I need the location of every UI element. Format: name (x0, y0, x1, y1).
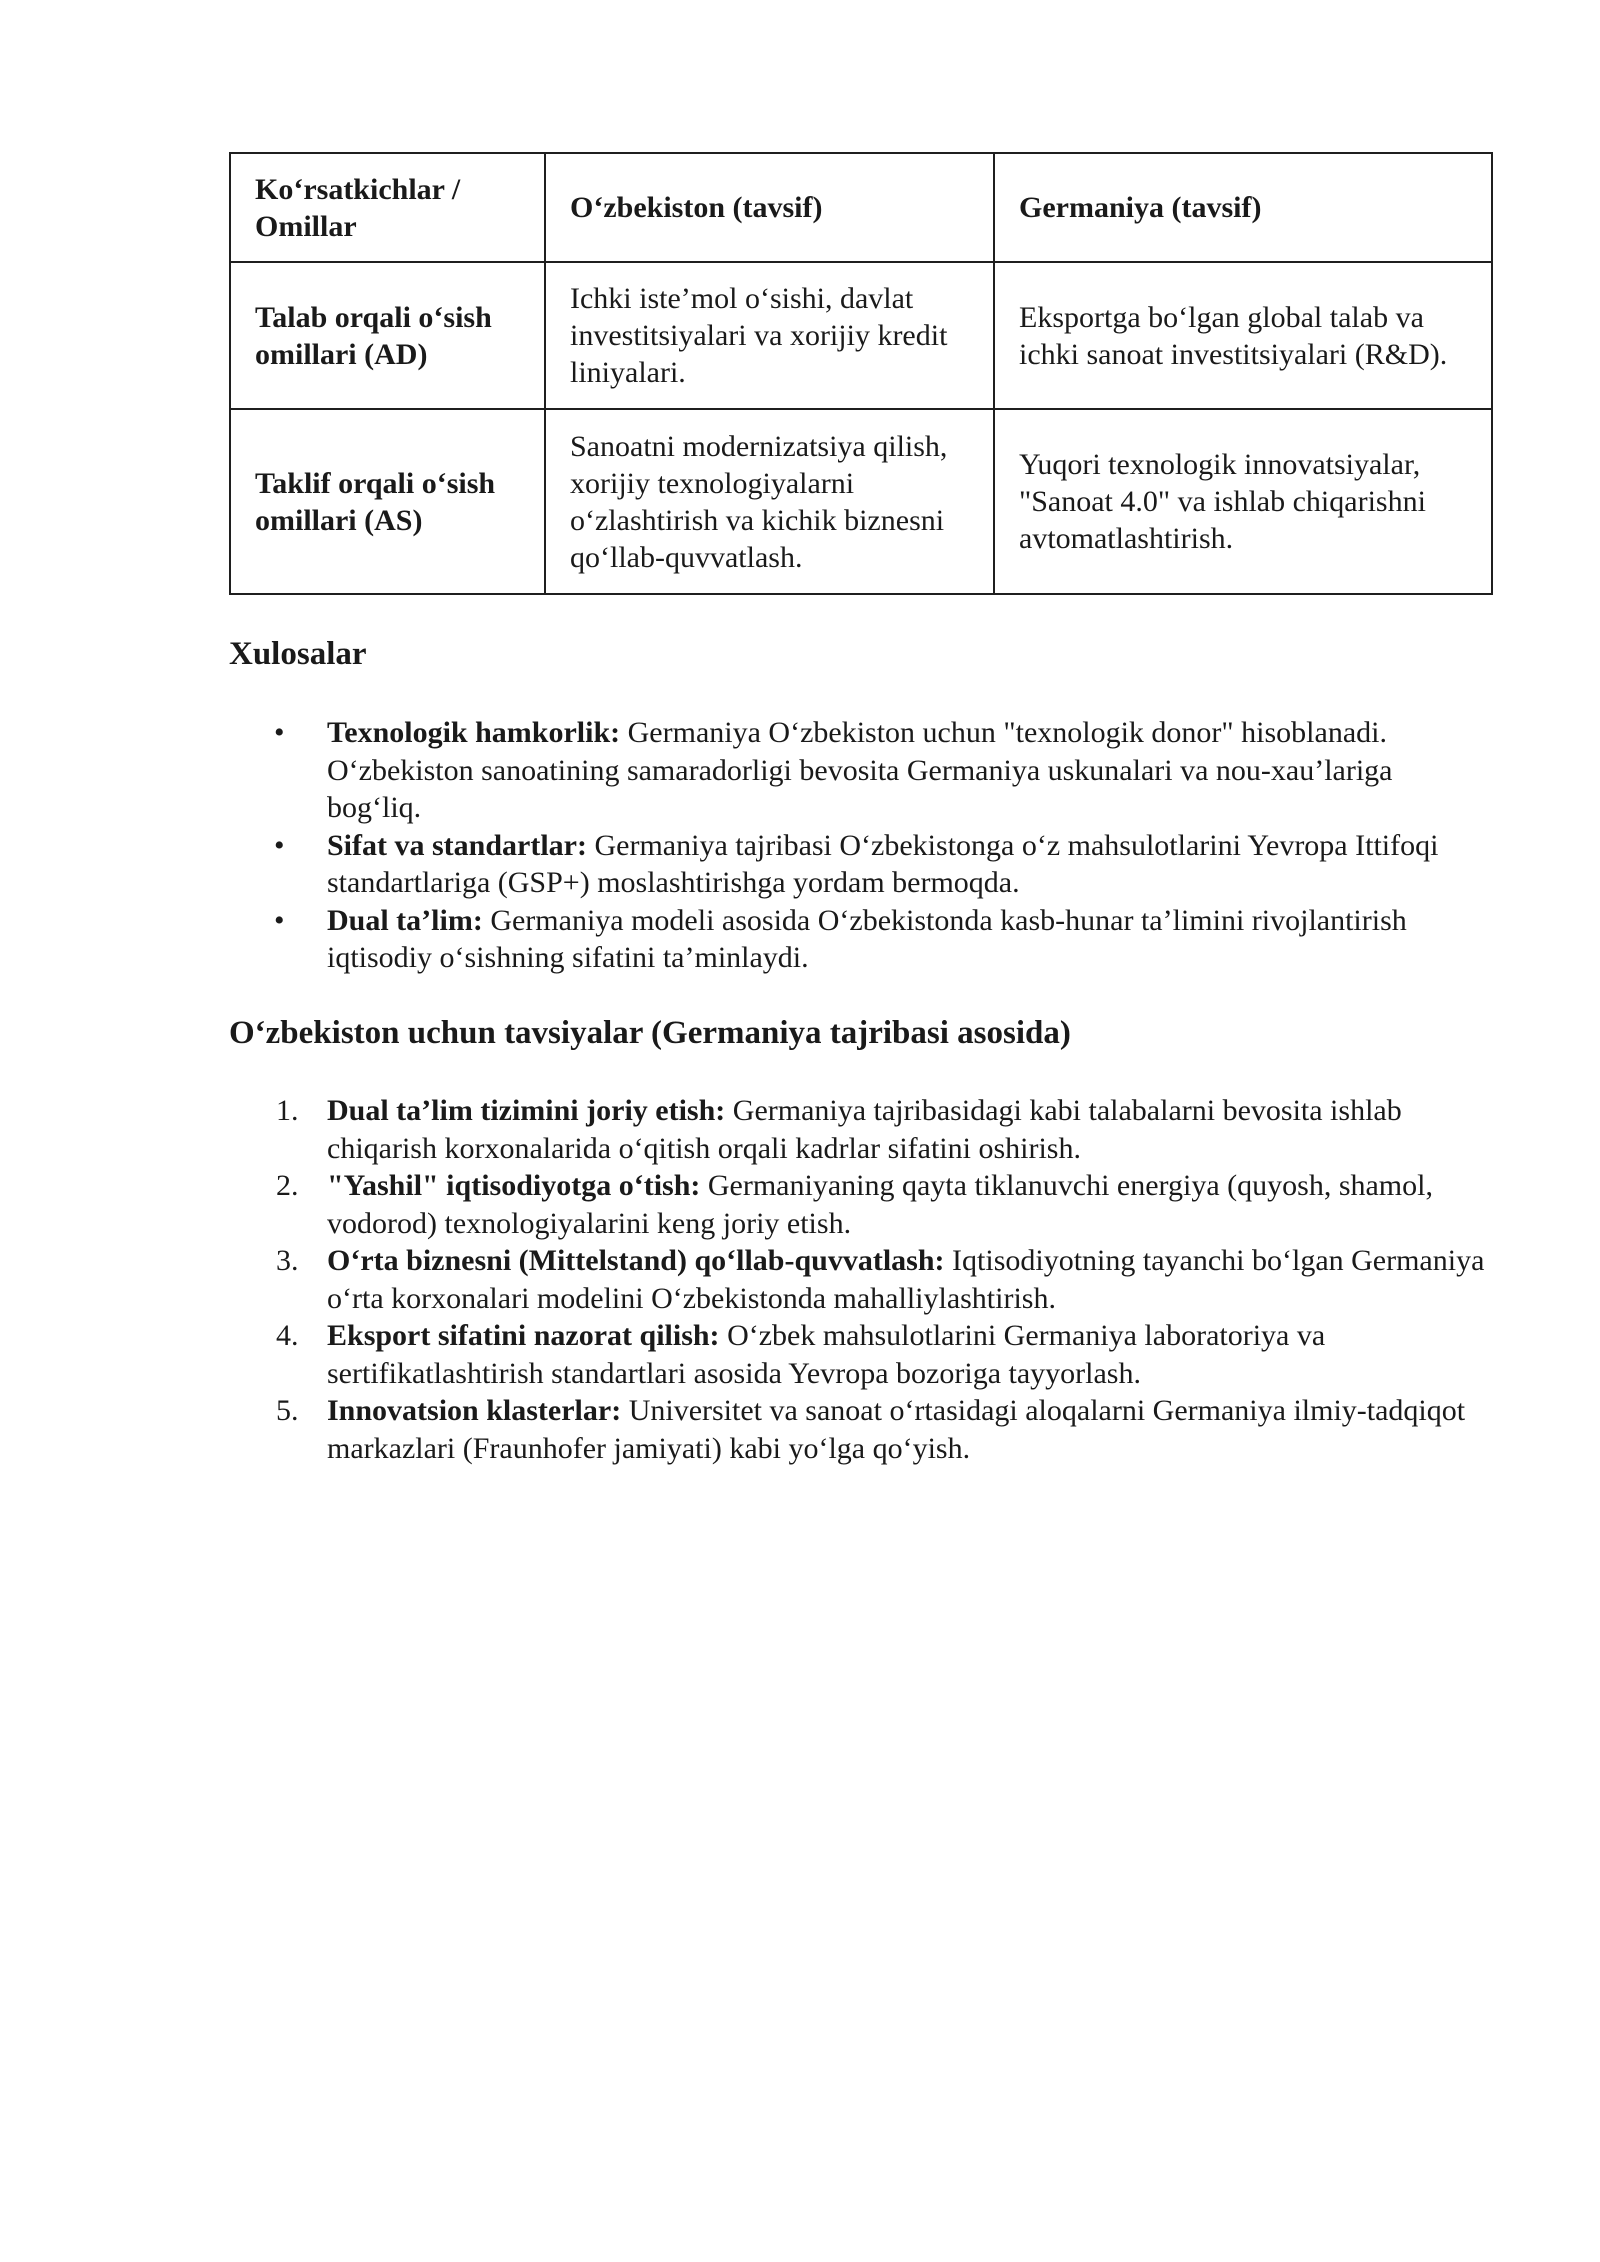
conclusions-heading: Xulosalar (229, 636, 367, 672)
item-lead: Innovatsion klasterlar: (327, 1394, 622, 1427)
item-text: Germaniyaning qayta tiklanuvchi energiya (quyosh, shamol, vodorod) texnologiyalarini keng joriy etish. (327, 1169, 1433, 1240)
item-text: Universitet va sanoat o‘rtasidagi aloqalarni Germaniya ilmiy-tadqiqot markazlari (Fraunhofer jamiyati) kabi yo‘lga qo‘yish. (327, 1394, 1466, 1465)
item-number: 5. (276, 1394, 299, 1427)
item-lead: "Yashil" iqtisodiyotga o‘tish: (327, 1169, 701, 1202)
table-header-row (230, 153, 1492, 262)
item-text: Iqtisodiyotning tayanchi bo‘lgan Germaniya o‘rta korxonalari modelini O‘zbekistonda mahalliylashtirish. (327, 1244, 1485, 1315)
table-row-label: Talab orqali o‘sish omillari (AD) (230, 262, 545, 409)
table-row (230, 409, 1492, 594)
bullet-marker: • (274, 828, 285, 862)
table-header-cell: Ko‘rsatkichlar / Omillar (230, 153, 545, 262)
item-lead: Texnologik hamkorlik: (327, 716, 621, 749)
list-item (229, 1242, 1491, 1317)
item-text: O‘zbek mahsulotlarini Germaniya laboratoriya va sertifikatlashtirish standartlari asosida Yevropa bozoriga tayyorlash. (327, 1319, 1326, 1390)
table-header-cell: Germaniya (tavsif) (994, 153, 1492, 262)
item-lead: Eksport sifatini nazorat qilish: (327, 1319, 720, 1352)
item-number: 2. (276, 1169, 299, 1202)
item-lead: O‘rta biznesni (Mittelstand) qo‘llab-quvvatlash: (327, 1244, 945, 1277)
list-item (229, 827, 1491, 902)
comparison-table (229, 152, 1493, 595)
item-text: Germaniya modeli asosida O‘zbekistonda kasb-hunar ta’limini rivojlantirish iqtisodiy o‘sishning sifatini ta’minlaydi. (327, 903, 1407, 974)
item-lead: Dual ta’lim: (327, 903, 483, 937)
bullet-marker: • (274, 903, 285, 937)
conclusions-list (229, 714, 1491, 977)
list-item (229, 714, 1491, 827)
table-row (230, 262, 1492, 409)
table-cell: Sanoatni modernizatsiya qilish, xorijiy texnologiyalarni o‘zlashtirish va kichik biznesni qo‘llab-quvvatlash. (545, 409, 994, 594)
item-text: Germaniya tajribasi O‘zbekistonga o‘z mahsulotlarini Yevropa Ittifoqi standartlariga (GSP+) moslashtirishga yordam bermoqda. (327, 828, 1439, 899)
list-item (229, 1392, 1491, 1467)
item-number: 4. (276, 1319, 299, 1352)
item-lead: Dual ta’lim tizimini joriy etish: (327, 1094, 726, 1127)
recommendations-list (229, 1092, 1491, 1467)
item-text: Germaniya O‘zbekiston uchun "texnologik donor" hisoblanadi. O‘zbekiston sanoatining samaradorligi bevosita Germaniya uskunalari va nou-xau’lariga bog‘liq. (327, 716, 1393, 824)
item-number: 1. (276, 1094, 299, 1127)
table-header-cell: O‘zbekiston (tavsif) (545, 153, 994, 262)
item-text: Germaniya tajribasidagi kabi talabalarni bevosita ishlab chiqarish korxonalarida o‘qitish orqali kadrlar sifatini oshirish. (327, 1094, 1402, 1165)
list-item (229, 902, 1491, 977)
item-number: 3. (276, 1244, 299, 1277)
list-item (229, 1317, 1491, 1392)
item-lead: Sifat va standartlar: (327, 828, 587, 862)
table-row-label: Taklif orqali o‘sish omillari (AS) (230, 409, 545, 594)
recommendations-heading: O‘zbekiston uchun tavsiyalar (Germaniya tajribasi asosida) (229, 1015, 1071, 1051)
table-cell: Yuqori texnologik innovatsiyalar, "Sanoat 4.0" va ishlab chiqarishni avtomatlashtirish. (994, 409, 1492, 594)
list-item (229, 1167, 1491, 1242)
bullet-marker: • (274, 716, 285, 749)
list-item (229, 1092, 1491, 1167)
table-cell: Eksportga bo‘lgan global talab va ichki sanoat investitsiyalari (R&D). (994, 262, 1492, 409)
table-cell: Ichki iste’mol o‘sishi, davlat investitsiyalari va xorijiy kredit liniyalari. (545, 262, 994, 409)
